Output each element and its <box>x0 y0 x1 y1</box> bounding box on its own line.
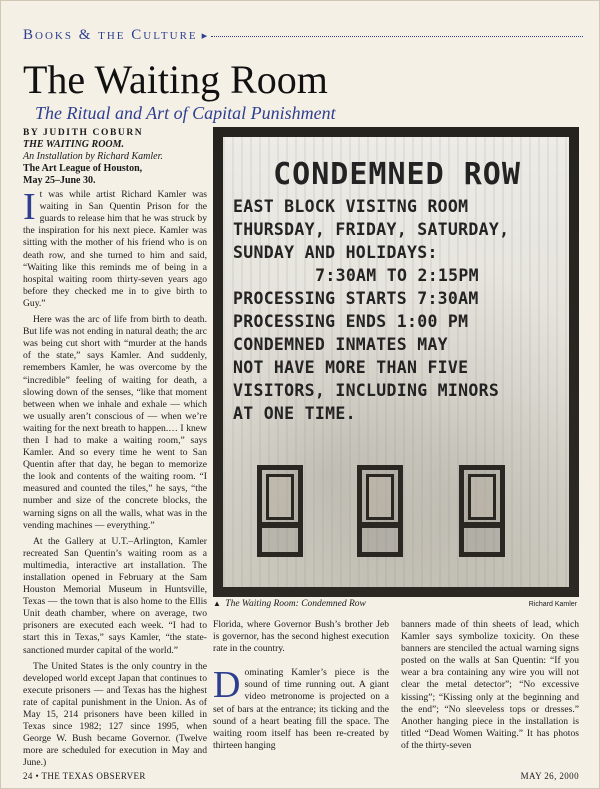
issue-date: MAY 26, 2000 <box>520 771 579 781</box>
section-header <box>23 23 583 47</box>
sign-line: NOT HAVE MORE THAN FIVE <box>233 358 469 377</box>
drop-cap: I <box>23 186 36 229</box>
reviewed-work-title: THE WAITING ROOM. <box>23 139 125 151</box>
paragraph: Dominating Kamler’s piece is the sound of time running out. A giant video metronome is projected on a set of bars at the entrance; its ticking and the sound of a heart beating fill the space. The waiting room itself has been re-created by thirteen hanging <box>213 664 389 751</box>
paragraph: It was while artist Richard Kamler was waiting in San Quentin Prison for the guards to release him that he was struck by the inspiration for his next piece. Kamler was sitting with the mother of his friend who is on death row, and she turned to him and said, “Waiting like this reminds me of being in a hospital waiting room thirty-seven years ago before they checked me in to give birth to Guy.” <box>23 186 207 309</box>
byline: BY JUDITH COBURN <box>23 128 144 138</box>
section-title: Books & the Culture <box>23 26 198 43</box>
sign-line: PROCESSING STARTS 7:30AM <box>233 289 479 308</box>
arrow-right-icon: ▸ <box>201 29 208 42</box>
photo-caption: ▲ The Waiting Room: Condemned Row <box>213 599 366 609</box>
sign-title: CONDEMNED ROW <box>273 157 521 192</box>
article-photo <box>213 127 579 597</box>
sign-line: 7:30AM TO 2:15PM <box>315 266 479 285</box>
right-column <box>401 619 579 752</box>
paragraph: banners made of thin sheets of lead, which Kamler says symbolize toxicity. On these banners are stenciled the actual warning signs posted on the walls at San Quentin: “If you wear a bra containing any wire you will not clear the metal detector”; “No excessive kissing”; “Kissing only at the beginning and the end”; “No sleeveless tops or dresses.” Another hanging piece in the installation is titled “Dead Women Waiting.” It has photos of the thirty-seven <box>401 619 579 751</box>
sign-line: VISITORS, INCLUDING MINORS <box>233 381 500 400</box>
drop-cap: D <box>213 664 241 707</box>
section-rule <box>211 36 583 37</box>
triangle-up-icon: ▲ <box>213 599 221 608</box>
paragraph: The United States is the only country in the developed world except Japan that continues to execute prisoners — and Texas has the highest rate of capital punishment in the Union. As of May 15, 214 prisoners have been killed in Texas since 1982; 127 since 1995, when George W. Bush became Governor. (Twelve more are scheduled for execution in May and June.) <box>23 660 207 769</box>
condemned-row-sign <box>233 155 561 425</box>
chair <box>459 465 505 557</box>
sign-line: AT ONE TIME. <box>233 404 356 423</box>
article-subtitle: The Ritual and Art of Capital Punishment <box>35 103 336 123</box>
paragraph: At the Gallery at U.T.–Arlington, Kamler recreated San Quentin’s waiting room as a multimedia, interactive art installation. The installation opened in February at the Sam Houston Memorial Museum in Huntsville, Texas — the town that is also home to the Ellis Unit death chamber, where on average, two prisoners are executed each week. “I had to start this in Texas,” says Kamler, “the state-sanctioned murder capital of the world.” <box>23 535 207 656</box>
middle-column <box>213 619 389 764</box>
reviewed-work-dates: May 25–June 30. <box>23 175 96 187</box>
photo-credit: Richard Kamler <box>528 601 577 608</box>
paragraph: Here was the arc of life from birth to death. But life was not ending in natural death; the arc was being cut short with “murder at the hands of the state,” says Kamler. And suddenly, remembers Kamler, he was overcome by the “incredible” feeling of waiting for death, a slowing down of the senses, “like that moment between when we inhale and exhale — which we usually aren’t conscious of — when we’re waiting for the next breath to happen.… I knew then I had to make a waiting room,” says Kamler. And so every time he went to San Quentin after that day, he began to memorize the look and contents of the waiting room. “I measured and counted the tiles,” he says, “the number and size of the concrete blocks, the warning signs on all the walls, what was in the vending machines — everything.” <box>23 314 207 531</box>
page-number-publication: 24 • THE TEXAS OBSERVER <box>23 771 146 781</box>
sign-line: SUNDAY AND HOLIDAYS: <box>233 243 438 262</box>
left-column <box>23 127 207 774</box>
chair <box>257 465 303 557</box>
photo-wall <box>223 137 569 587</box>
sign-line: PROCESSING ENDS 1:00 PM <box>233 312 469 331</box>
reviewed-work-venue: The Art League of Houston, <box>23 163 143 175</box>
sign-line: EAST BLOCK VISITNG ROOM <box>233 197 469 216</box>
reviewed-work-subtitle: An Installation by Richard Kamler. <box>23 151 163 163</box>
sign-line: CONDEMNED INMATES MAY <box>233 335 448 354</box>
article-headline: The Waiting Room <box>23 57 328 102</box>
paragraph: Florida, where Governor Bush’s brother Jeb is governor, has the second highest execution rate in the country. <box>213 619 389 655</box>
chair <box>357 465 403 557</box>
page-footer <box>23 771 579 781</box>
sign-line: THURSDAY, FRIDAY, SATURDAY, <box>233 220 510 239</box>
